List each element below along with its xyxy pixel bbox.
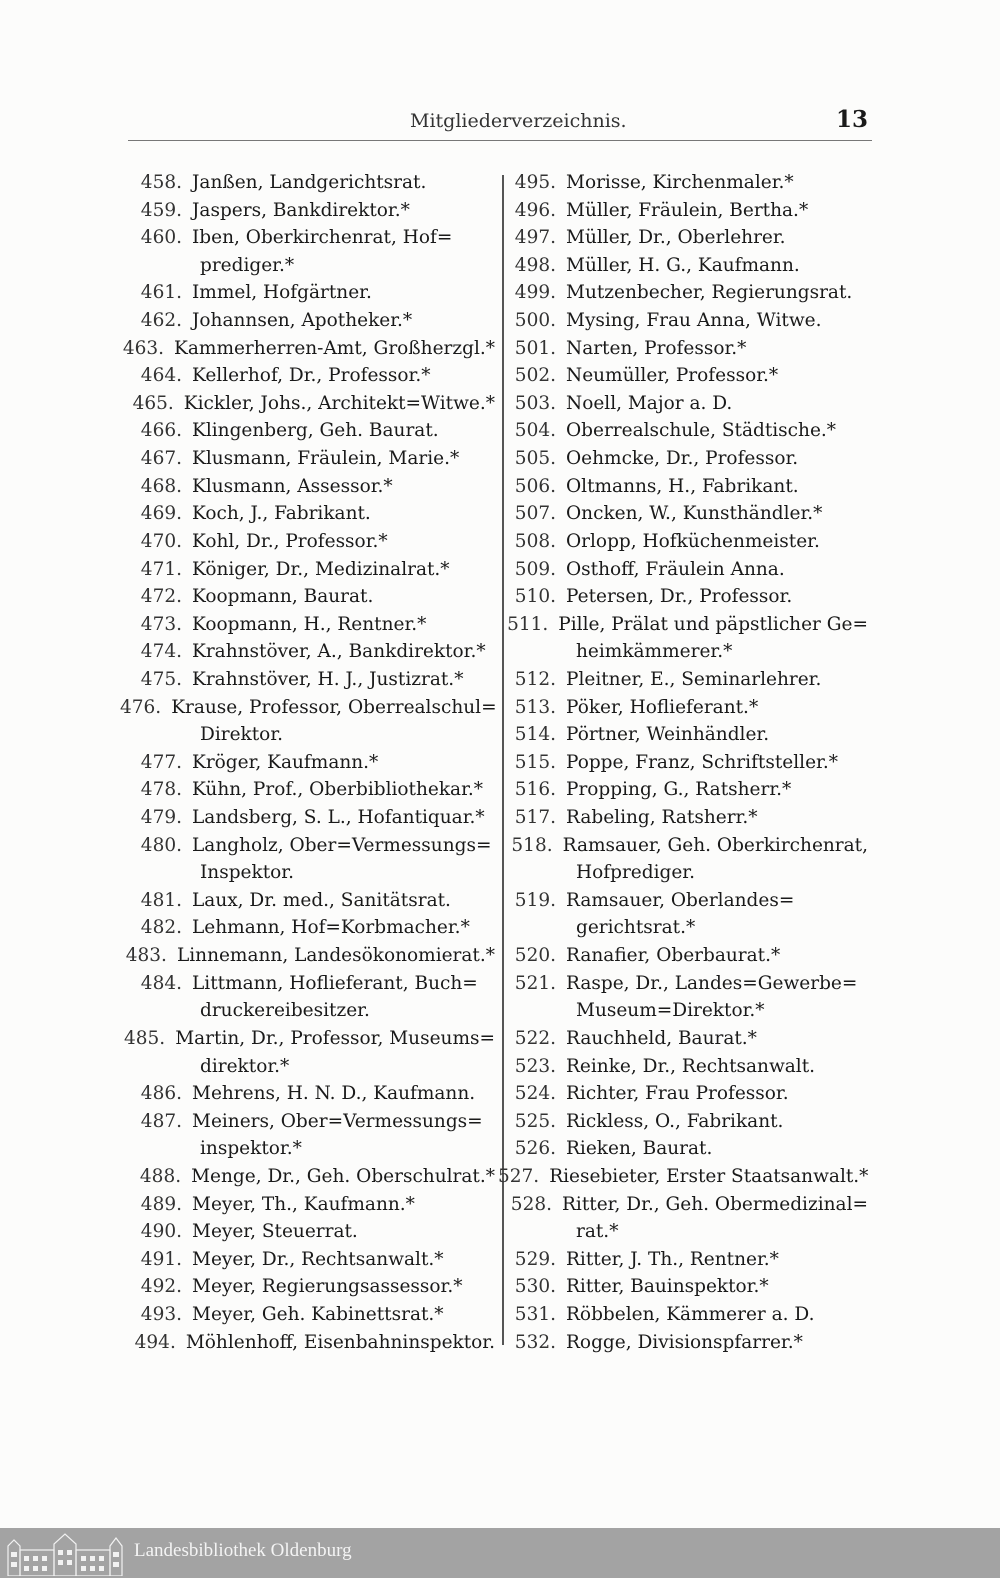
member-entry: [120, 557, 495, 583]
entry-number: 497.: [514, 227, 556, 249]
member-entry: [120, 170, 495, 196]
entry-number: 495.: [514, 172, 556, 193]
entry-text: Krahnstöver, H. J., Justizrat.*: [192, 668, 464, 690]
entry-number: 513.: [514, 696, 556, 718]
entry-number: 485.: [123, 1027, 166, 1049]
entry-text: Kammerherren-Amt, Großherzgl.*: [174, 337, 495, 359]
member-entry: [120, 1330, 495, 1356]
entry-number: 470.: [140, 530, 182, 552]
entry-text: Linnemann, Landesökonomierat.*: [176, 945, 495, 967]
library-name: Landesbibliothek Oldenburg: [134, 1540, 352, 1561]
entry-text: Meyer, Th., Kaufmann.*: [192, 1193, 415, 1215]
entry-text: Johannsen, Apotheker.*: [192, 310, 413, 332]
member-entry: [498, 391, 868, 417]
member-entry-continuation: [120, 860, 495, 886]
entry-number: 481.: [140, 889, 182, 911]
entry-text: Raspe, Dr., Landes=Gewerbe=: [566, 972, 858, 994]
entry-text: Ramsauer, Oberlandes=: [566, 889, 795, 911]
entry-text: Meyer, Geh. Kabinettsrat.*: [192, 1303, 444, 1325]
entry-text: Rickless, O., Fabrikant.: [566, 1110, 784, 1132]
entry-text: Noell, Major a. D.: [566, 392, 733, 414]
member-entry: [498, 1247, 868, 1273]
entry-text: Klusmann, Assessor.*: [192, 475, 393, 497]
entry-number: 519.: [514, 889, 556, 911]
member-entry: [120, 225, 495, 251]
entry-text: Littmann, Hoflieferant, Buch=: [192, 972, 478, 994]
entry-text: Laux, Dr. med., Sanitätsrat.: [192, 889, 451, 911]
entry-text: Riesebieter, Erster Staatsanwalt.*: [549, 1165, 869, 1187]
member-entry: [498, 446, 868, 472]
entry-number: 482.: [140, 917, 182, 939]
entry-number: 472.: [140, 586, 182, 608]
member-entry: [498, 474, 868, 500]
member-entry: [120, 1247, 495, 1273]
member-list-right-column: [498, 170, 868, 1356]
entry-text: Klingenberg, Geh. Baurat.: [192, 420, 439, 442]
entry-number: 505.: [514, 448, 556, 470]
entry-text: Ranafier, Oberbaurat.*: [566, 945, 781, 967]
member-entry: [120, 529, 495, 555]
member-entry: [120, 446, 495, 472]
entry-number: 466.: [140, 420, 182, 442]
entry-text: Janßen, Landgerichtsrat.: [192, 172, 427, 193]
entry-text: prediger.*: [200, 254, 295, 276]
entry-number: 515.: [514, 751, 556, 773]
entry-text: Museum=Direktor.*: [576, 1000, 765, 1022]
member-entry: [120, 915, 495, 941]
entry-text: Möhlenhoff, Eisenbahninspektor.: [185, 1331, 495, 1353]
member-entry: [120, 391, 495, 417]
entry-text: Narten, Professor.*: [566, 337, 747, 359]
member-entry: [498, 584, 868, 610]
member-entry: [120, 1109, 495, 1135]
entry-text: Direktor.: [200, 724, 284, 746]
entry-text: Ritter, J. Th., Rentner.*: [566, 1248, 779, 1270]
member-entry: [498, 363, 868, 389]
member-entry: [120, 198, 495, 224]
entry-number: 473.: [140, 613, 182, 635]
entry-text: Propping, G., Ratsherr.*: [566, 779, 792, 801]
entry-number: 518.: [511, 834, 553, 856]
entry-text: Neumüller, Professor.*: [566, 365, 779, 387]
entry-number: 490.: [140, 1221, 182, 1243]
member-entry-continuation: [120, 1054, 495, 1080]
member-entry: [120, 639, 495, 665]
entry-text: Langholz, Ober=Vermessungs=: [192, 834, 492, 856]
entry-text: Königer, Dr., Medizinalrat.*: [192, 558, 450, 580]
entry-text: Koopmann, H., Rentner.*: [192, 613, 427, 635]
entry-number: 530.: [514, 1276, 556, 1298]
member-entry: [120, 1302, 495, 1328]
entry-text: gerichtsrat.*: [576, 917, 696, 939]
member-entry: [120, 805, 495, 831]
entry-text: Poppe, Franz, Schriftsteller.*: [566, 751, 838, 773]
entry-number: 498.: [514, 254, 556, 276]
entry-number: 510.: [514, 586, 556, 608]
entry-number: 480.: [140, 834, 182, 856]
entry-text: Lehmann, Hof=Korbmacher.*: [192, 917, 470, 939]
entry-number: 465.: [132, 392, 174, 414]
member-entry: [120, 474, 495, 500]
entry-number: 462.: [140, 310, 182, 332]
entry-number: 493.: [140, 1303, 182, 1325]
library-footer-banner: [0, 1528, 1000, 1578]
entry-number: 479.: [140, 807, 182, 829]
member-entry-continuation: [498, 1219, 868, 1245]
entry-text: Oltmanns, H., Fabrikant.: [566, 475, 799, 497]
member-entry: [498, 225, 868, 251]
entry-text: inspektor.*: [200, 1138, 302, 1160]
member-entry: [120, 888, 495, 914]
entry-text: rat.*: [576, 1221, 619, 1243]
member-entry: [120, 308, 495, 334]
entry-number: 469.: [140, 503, 182, 525]
entry-text: Oberrealschule, Städtische.*: [566, 420, 837, 442]
member-entry: [120, 667, 495, 693]
entry-text: Müller, Fräulein, Bertha.*: [566, 199, 809, 221]
member-entry: [498, 1136, 868, 1162]
entry-text: Meiners, Ober=Vermessungs=: [192, 1110, 483, 1132]
entry-number: 511.: [507, 613, 549, 635]
member-entry: [120, 1081, 495, 1107]
member-entry: [498, 1302, 868, 1328]
member-entry: [498, 971, 868, 997]
member-entry: [498, 1192, 868, 1218]
entry-number: 484.: [140, 972, 182, 994]
entry-number: 504.: [514, 420, 556, 442]
entry-text: Ritter, Bauinspektor.*: [566, 1276, 769, 1298]
entry-text: Kühn, Prof., Oberbibliothekar.*: [192, 779, 484, 801]
member-entry: [498, 1109, 868, 1135]
member-entry: [498, 722, 868, 748]
member-entry: [498, 805, 868, 831]
entry-number: 494.: [134, 1331, 176, 1353]
member-entry-continuation: [498, 860, 868, 886]
member-entry: [120, 971, 495, 997]
member-entry: [498, 1164, 868, 1190]
member-entry: [120, 1192, 495, 1218]
entry-number: 499.: [514, 282, 556, 304]
entry-number: 474.: [140, 641, 182, 663]
entry-text: druckereibesitzer.: [200, 1000, 370, 1022]
entry-number: 509.: [514, 558, 556, 580]
entry-text: Hofprediger.: [576, 862, 695, 884]
entry-number: 508.: [514, 530, 556, 552]
entry-number: 512.: [514, 668, 556, 690]
entry-number: 476.: [120, 696, 162, 718]
member-entry: [498, 501, 868, 527]
entry-number: 506.: [514, 475, 556, 497]
member-entry: [498, 667, 868, 693]
entry-text: Koopmann, Baurat.: [192, 586, 374, 608]
entry-number: 458.: [140, 172, 182, 193]
member-entry: [498, 308, 868, 334]
member-entry: [120, 695, 495, 721]
member-entry: [498, 418, 868, 444]
entry-text: Krause, Professor, Oberrealschul=: [171, 696, 497, 718]
member-entry-continuation: [120, 998, 495, 1024]
member-entry: [498, 612, 868, 638]
entry-number: 483.: [125, 945, 167, 967]
member-entry-continuation: [120, 1136, 495, 1162]
member-entry: [120, 833, 495, 859]
entry-number: 491.: [140, 1248, 182, 1270]
member-entry: [120, 336, 495, 362]
entry-number: 525.: [514, 1110, 556, 1132]
entry-text: Kohl, Dr., Professor.*: [192, 530, 388, 552]
entry-text: Pille, Prälat und päpstlicher Ge=: [558, 613, 868, 635]
member-entry: [120, 501, 495, 527]
entry-text: Kellerhof, Dr., Professor.*: [192, 365, 431, 387]
member-entry: [498, 198, 868, 224]
entry-text: Meyer, Dr., Rechtsanwalt.*: [192, 1248, 444, 1270]
entry-number: 501.: [514, 337, 556, 359]
entry-number: 489.: [140, 1193, 182, 1215]
entry-number: 500.: [514, 310, 556, 332]
entry-text: Orlopp, Hofküchenmeister.: [566, 530, 820, 552]
entry-text: Landsberg, S. L., Hofantiquar.*: [192, 807, 485, 829]
entry-number: 526.: [514, 1138, 556, 1160]
entry-number: 502.: [514, 365, 556, 387]
member-entry: [498, 1330, 868, 1356]
entry-number: 507.: [514, 503, 556, 525]
member-entry-continuation: [120, 722, 495, 748]
entry-text: Reinke, Dr., Rechtsanwalt.: [566, 1055, 816, 1077]
member-entry: [120, 612, 495, 638]
entry-text: Koch, J., Fabrikant.: [192, 503, 371, 525]
member-list-left-column: [120, 170, 495, 1356]
entry-number: 488.: [139, 1165, 182, 1187]
entry-text: Richter, Frau Professor.: [566, 1083, 789, 1105]
entry-number: 528.: [510, 1193, 552, 1215]
entry-text: Mysing, Frau Anna, Witwe.: [566, 310, 822, 332]
member-entry: [498, 1026, 868, 1052]
entry-number: 478.: [140, 779, 182, 801]
entry-text: Osthoff, Fräulein Anna.: [566, 558, 785, 580]
entry-text: Pleitner, E., Seminarlehrer.: [566, 668, 822, 690]
entry-text: Iben, Oberkirchenrat, Hof=: [192, 227, 453, 249]
member-entry: [498, 170, 868, 196]
entry-number: 516.: [514, 779, 556, 801]
entry-text: direktor.*: [200, 1055, 290, 1077]
member-entry: [120, 777, 495, 803]
member-entry: [498, 1081, 868, 1107]
entry-number: 523.: [514, 1055, 556, 1077]
entry-number: 475.: [140, 668, 182, 690]
member-entry: [498, 833, 868, 859]
entry-text: Klusmann, Fräulein, Marie.*: [192, 448, 460, 470]
entry-text: Pörtner, Weinhändler.: [566, 724, 770, 746]
entry-number: 496.: [514, 199, 556, 221]
entry-text: Müller, H. G., Kaufmann.: [566, 254, 800, 276]
entry-number: 527.: [498, 1165, 540, 1187]
entry-number: 520.: [514, 945, 556, 967]
entry-number: 471.: [140, 558, 182, 580]
entry-text: Oncken, W., Kunsthändler.*: [566, 503, 823, 525]
entry-text: Röbbelen, Kämmerer a. D.: [566, 1303, 815, 1325]
entry-number: 487.: [140, 1110, 182, 1132]
member-entry: [120, 1164, 495, 1190]
member-entry: [498, 777, 868, 803]
entry-number: 461.: [140, 282, 182, 304]
page-number: 13: [836, 106, 869, 133]
entry-text: Mutzenbecher, Regierungsrat.: [566, 282, 853, 304]
member-entry: [498, 695, 868, 721]
entry-text: Rieken, Baurat.: [566, 1138, 713, 1160]
entry-number: 459.: [140, 199, 182, 221]
entry-text: Kickler, Johs., Architekt=Witwe.*: [183, 392, 495, 414]
library-building-logo-icon: [6, 1532, 124, 1576]
member-entry: [498, 336, 868, 362]
entry-number: 468.: [140, 475, 182, 497]
member-entry-continuation: [498, 915, 868, 941]
entry-number: 532.: [514, 1331, 556, 1353]
entry-text: Meyer, Regierungsassessor.*: [192, 1276, 463, 1298]
entry-text: Inspektor.: [200, 862, 294, 884]
member-entry: [120, 363, 495, 389]
member-entry-continuation: [498, 998, 868, 1024]
member-entry: [498, 557, 868, 583]
member-entry: [498, 280, 868, 306]
entry-number: 522.: [514, 1027, 556, 1049]
entry-text: Kröger, Kaufmann.*: [192, 751, 379, 773]
entry-text: Meyer, Steuerrat.: [192, 1221, 358, 1243]
member-entry-continuation: [498, 639, 868, 665]
entry-number: 464.: [140, 365, 182, 387]
header-rule: [128, 140, 872, 141]
entry-text: Pöker, Hoflieferant.*: [566, 696, 759, 718]
member-entry: [120, 1026, 495, 1052]
entry-number: 463.: [122, 337, 165, 359]
entry-text: Ritter, Dr., Geh. Obermedizinal=: [562, 1193, 868, 1215]
entry-text: Rogge, Divisionspfarrer.*: [566, 1331, 803, 1353]
entry-text: Menge, Dr., Geh. Oberschulrat.*: [191, 1165, 495, 1187]
entry-text: Rabeling, Ratsherr.*: [566, 807, 758, 829]
entry-text: Petersen, Dr., Professor.: [566, 586, 793, 608]
entry-text: heimkämmerer.*: [576, 641, 733, 663]
member-entry: [120, 1274, 495, 1300]
entry-text: Immel, Hofgärtner.: [192, 282, 372, 304]
member-entry: [498, 943, 868, 969]
entry-text: Morisse, Kirchenmaler.*: [566, 172, 794, 193]
entry-text: Müller, Dr., Oberlehrer.: [566, 227, 786, 249]
entry-number: 521.: [514, 972, 556, 994]
entry-number: 529.: [514, 1248, 556, 1270]
member-entry: [498, 253, 868, 279]
entry-text: Martin, Dr., Professor, Museums=: [175, 1027, 495, 1049]
running-title: Mitgliederverzeichnis.: [410, 110, 627, 132]
member-entry: [120, 418, 495, 444]
entry-number: 492.: [140, 1276, 182, 1298]
entry-number: 517.: [514, 807, 556, 829]
member-entry: [120, 584, 495, 610]
member-entry: [498, 1274, 868, 1300]
entry-number: 514.: [514, 724, 556, 746]
entry-text: Ramsauer, Geh. Oberkirchenrat,: [562, 834, 868, 856]
entry-number: 531.: [514, 1303, 556, 1325]
member-entry: [120, 943, 495, 969]
entry-number: 467.: [140, 448, 182, 470]
entry-number: 524.: [514, 1083, 556, 1105]
entry-text: Krahnstöver, A., Bankdirektor.*: [192, 641, 486, 663]
entry-number: 477.: [140, 751, 182, 773]
entry-number: 460.: [140, 227, 182, 249]
member-entry-continuation: [120, 253, 495, 279]
member-entry: [498, 888, 868, 914]
entry-text: Jaspers, Bankdirektor.*: [192, 199, 410, 221]
entry-number: 486.: [140, 1083, 182, 1105]
entry-number: 503.: [514, 392, 556, 414]
member-entry: [120, 750, 495, 776]
member-entry: [498, 1054, 868, 1080]
member-entry: [498, 529, 868, 555]
entry-text: Oehmcke, Dr., Professor.: [566, 448, 799, 470]
member-entry: [120, 1219, 495, 1245]
entry-text: Rauchheld, Baurat.*: [566, 1027, 757, 1049]
member-entry: [120, 280, 495, 306]
member-entry: [498, 750, 868, 776]
entry-text: Mehrens, H. N. D., Kaufmann.: [192, 1083, 476, 1105]
